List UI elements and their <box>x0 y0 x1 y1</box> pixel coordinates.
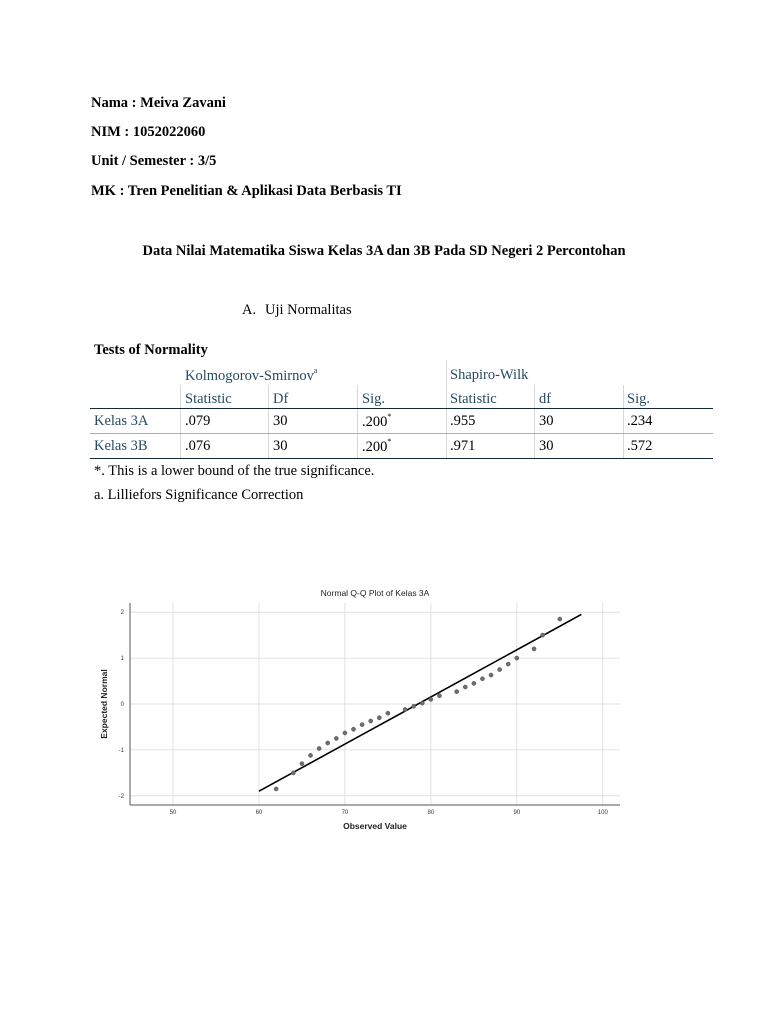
group-divider <box>446 360 447 458</box>
row-label-kelas-3b: Kelas 3B <box>94 438 148 454</box>
table-cell: .971 <box>450 438 476 454</box>
row-label-kelas-3a: Kelas 3A <box>94 413 149 429</box>
table-cell: .200* <box>362 412 392 430</box>
data-point <box>429 697 433 701</box>
table-cell: .955 <box>450 413 476 429</box>
data-point <box>300 762 304 766</box>
y-tick-label: 0 <box>120 702 124 708</box>
data-point <box>369 719 373 723</box>
data-point <box>412 704 416 708</box>
normality-table <box>90 360 713 460</box>
y-tick-label: -2 <box>118 793 124 800</box>
chart-title: Normal Q-Q Plot of Kelas 3A <box>320 588 430 598</box>
course-name: MK : Tren Penelitian & Aplikasi Data Berbasis TI <box>91 183 402 199</box>
col-divider <box>357 385 358 458</box>
table-cell: .572 <box>627 438 653 454</box>
data-point <box>274 787 278 791</box>
data-point <box>326 741 330 745</box>
table-cell: 30 <box>273 413 288 429</box>
row-rule <box>90 433 713 434</box>
section-heading <box>242 302 352 319</box>
data-point <box>334 736 338 740</box>
footnote-significance: *. This is a lower bound of the true significance. <box>94 463 375 479</box>
data-point <box>515 656 519 660</box>
data-point <box>420 701 424 705</box>
data-point <box>386 711 390 715</box>
y-axis-label: Expected Normal <box>99 669 109 739</box>
table-cell: 30 <box>539 413 554 429</box>
data-point <box>351 727 355 731</box>
x-tick-label: 100 <box>597 810 608 816</box>
header-rule <box>90 408 713 409</box>
data-point <box>317 746 321 750</box>
data-point <box>472 681 476 685</box>
col-divider <box>534 385 535 458</box>
qq-plot-chart <box>95 580 635 840</box>
col-header-ks-statistic: Statistic <box>185 391 232 407</box>
section-letter: A. <box>242 302 257 318</box>
table-cell: .076 <box>185 438 211 454</box>
data-point <box>403 707 407 711</box>
x-tick-label: 50 <box>169 810 177 816</box>
x-tick-label: 60 <box>255 810 263 816</box>
col-divider <box>180 385 181 458</box>
table-title: Tests of Normality <box>94 342 208 358</box>
data-point <box>360 723 364 727</box>
x-axis-label: Observed Value <box>343 821 407 831</box>
unit-semester: Unit / Semester : 3/5 <box>91 153 217 169</box>
col-header-ks-df: Df <box>273 391 289 407</box>
data-point <box>308 753 312 757</box>
table-cell: .200* <box>362 437 392 455</box>
data-point <box>506 662 510 666</box>
data-point <box>291 771 295 775</box>
footnote-lilliefors: a. Lilliefors Significance Correction <box>94 487 304 503</box>
sw-group-header: Shapiro-Wilk <box>450 367 529 383</box>
student-nim: NIM : 1052022060 <box>91 124 206 140</box>
data-point <box>541 633 545 637</box>
col-header-sw-sig: Sig. <box>627 391 650 407</box>
data-point <box>455 690 459 694</box>
ks-group-header: Kolmogorov-Smirnov$^a$ <box>185 366 318 384</box>
col-header-sw-statistic: Statistic <box>450 391 497 407</box>
data-point <box>498 667 502 671</box>
x-tick-label: 80 <box>427 810 435 816</box>
col-divider <box>623 385 624 458</box>
data-point <box>437 694 441 698</box>
y-tick-label: -1 <box>118 747 124 754</box>
student-name: Nama : Meiva Zavani <box>91 95 226 111</box>
data-point <box>480 677 484 681</box>
col-divider <box>268 385 269 458</box>
y-tick-label: 2 <box>120 610 124 617</box>
table-cell: 30 <box>273 438 288 454</box>
table-cell: .234 <box>627 413 653 429</box>
y-tick-label: 1 <box>120 656 124 663</box>
data-point <box>558 617 562 621</box>
data-point <box>377 716 381 720</box>
document-title: Data Nilai Matematika Siswa Kelas 3A dan 3B Pada SD Negeri 2 Percontohan <box>142 243 626 259</box>
x-tick-label: 90 <box>513 810 521 816</box>
table-cell: .079 <box>185 413 211 429</box>
table-cell: 30 <box>539 438 554 454</box>
bottom-rule <box>90 458 713 459</box>
col-header-sw-df: df <box>539 391 552 407</box>
data-point <box>463 685 467 689</box>
data-point <box>532 647 536 651</box>
x-tick-label: 70 <box>341 810 349 816</box>
col-header-ks-sig: Sig. <box>362 391 385 407</box>
section-title: Uji Normalitas <box>265 302 352 318</box>
data-point <box>343 731 347 735</box>
data-point <box>489 673 493 677</box>
